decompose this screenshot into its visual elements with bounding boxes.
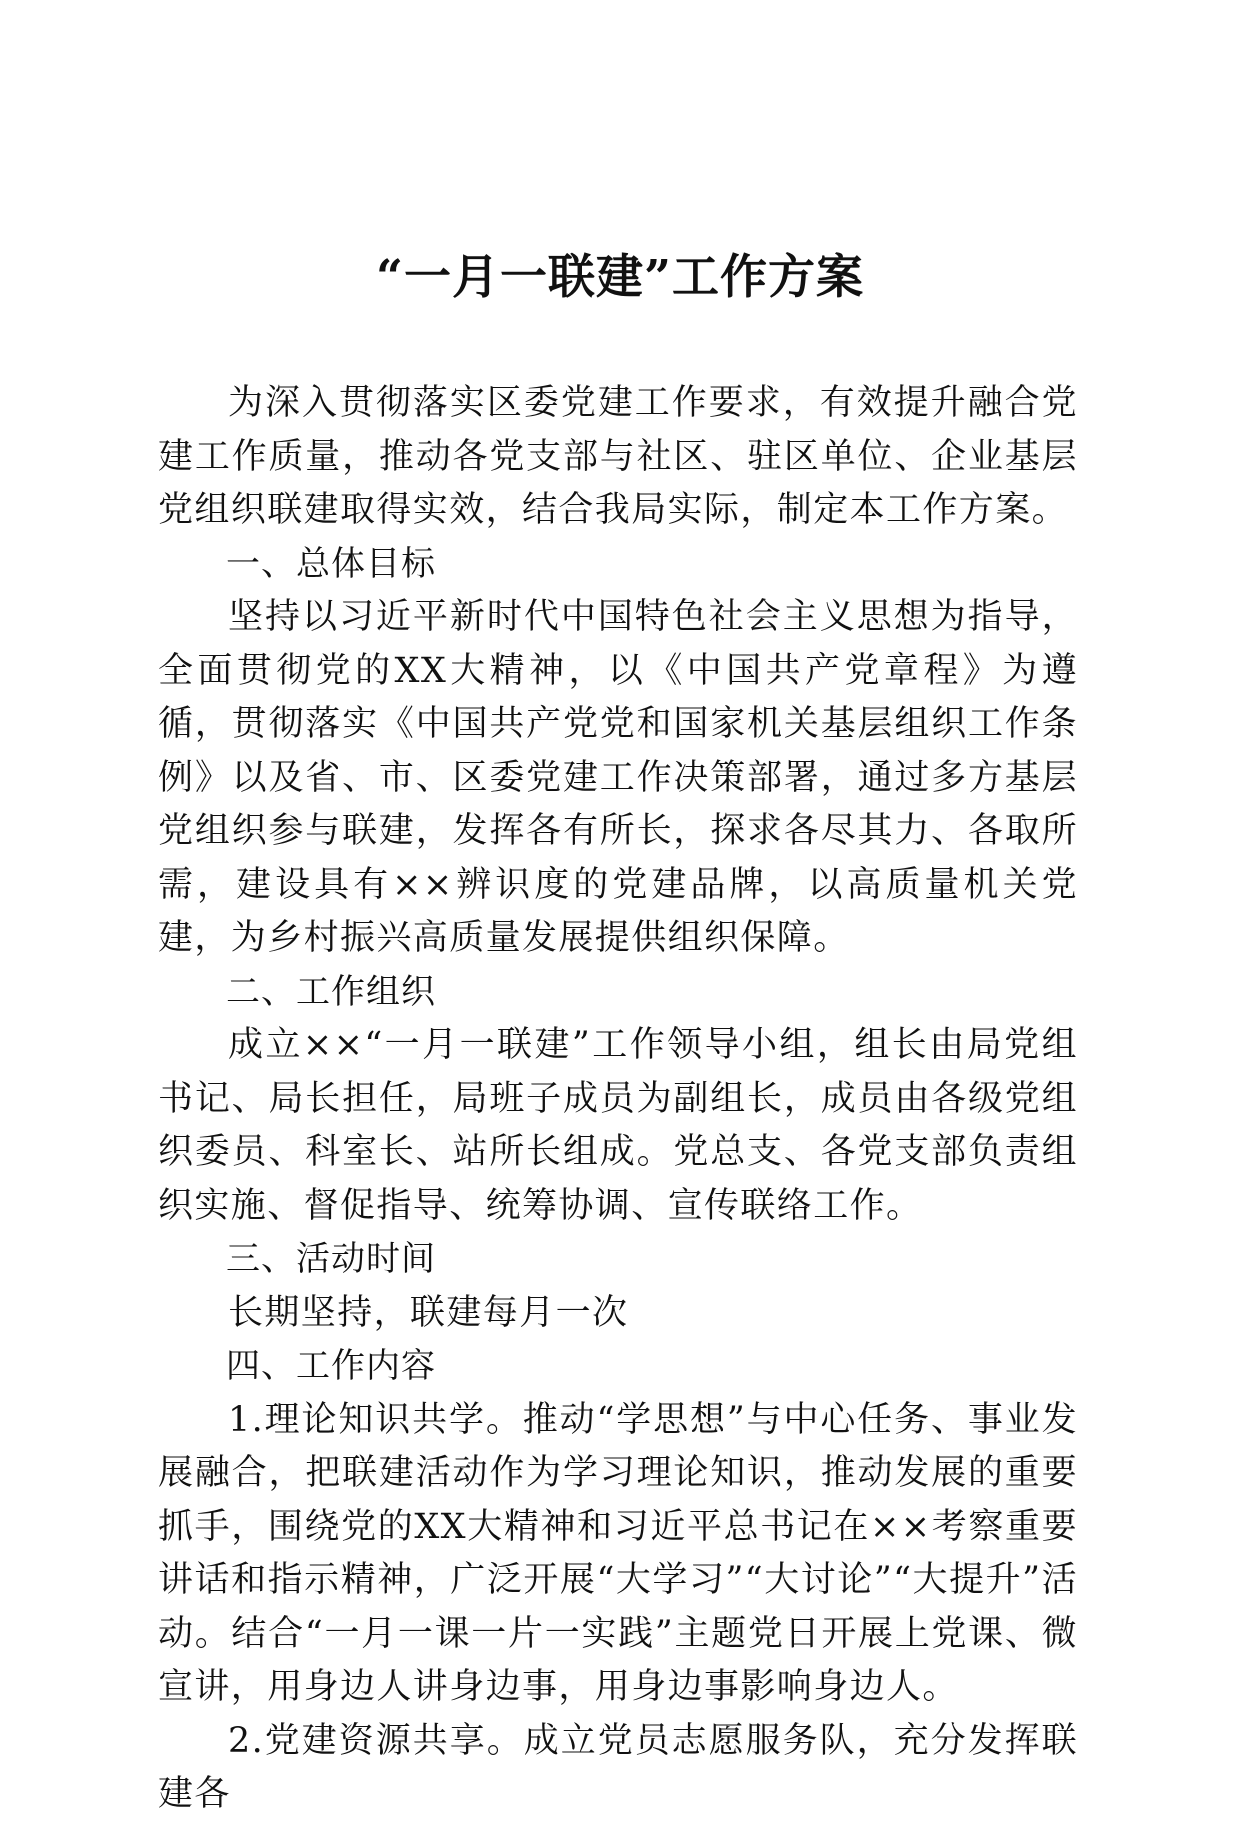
document-body <box>158 377 1078 1822</box>
section-content-paragraph-2: 2.党建资源共享。成立党员志愿服务队，充分发挥联建各 <box>158 1720 1078 1814</box>
section-schedule-paragraph: 长期坚持，联建每月一次 <box>228 1292 629 1333</box>
document-title: “一月一联建”工作方案 <box>375 250 865 305</box>
section-heading-schedule: 三、活动时间 <box>226 1239 436 1279</box>
section-heading-organization: 二、工作组织 <box>226 971 436 1012</box>
section-goal-paragraph: 坚持以习近平新时代中国特色社会主义思想为指导，全面贯彻党的XX大精神，以《中国共产党章程》为遵循，贯彻落实《中国共产党党和国家机关基层组织工作条例》以及省、市、区委党建工作决策部署，通过多方基层党组织参与联建，发挥各有所长，探求各尽其力、各取所需，建设具有××辨识度的党建品牌，以高质量机关党建，为乡村振兴高质量发展提供组织保障。 <box>158 597 1078 958</box>
section-content-paragraph-1: 1.理论知识共学。推动“学思想”与中心任务、事业发展融合，把联建活动作为学习理论知识，推动发展的重要抓手，围绕党的XX大精神和习近平总书记在××考察重要讲话和指示精神，广泛开展“大学习”“大讨论”“大提升”活动。结合“一月一课一片一实践”主题党日开展上党课、微宣讲，用身边人讲身边事，用身边事影响身边人。 <box>158 1399 1078 1707</box>
intro-paragraph: 为深入贯彻落实区委党建工作要求，有效提升融合党建工作质量，推动各党支部与社区、驻区单位、企业基层党组织联建取得实效，结合我局实际，制定本工作方案。 <box>158 383 1078 530</box>
section-heading-goal: 一、总体目标 <box>226 543 436 584</box>
section-organization-paragraph: 成立××“一月一联建”工作领导小组，组长由局党组书记、局长担任，局班子成员为副组长，成员由各级党组织委员、科室长、站所长组成。党总支、各党支部负责组织实施、督促指导、统筹协调、宣传联络工作。 <box>158 1025 1078 1226</box>
section-heading-content: 四、工作内容 <box>226 1346 436 1386</box>
